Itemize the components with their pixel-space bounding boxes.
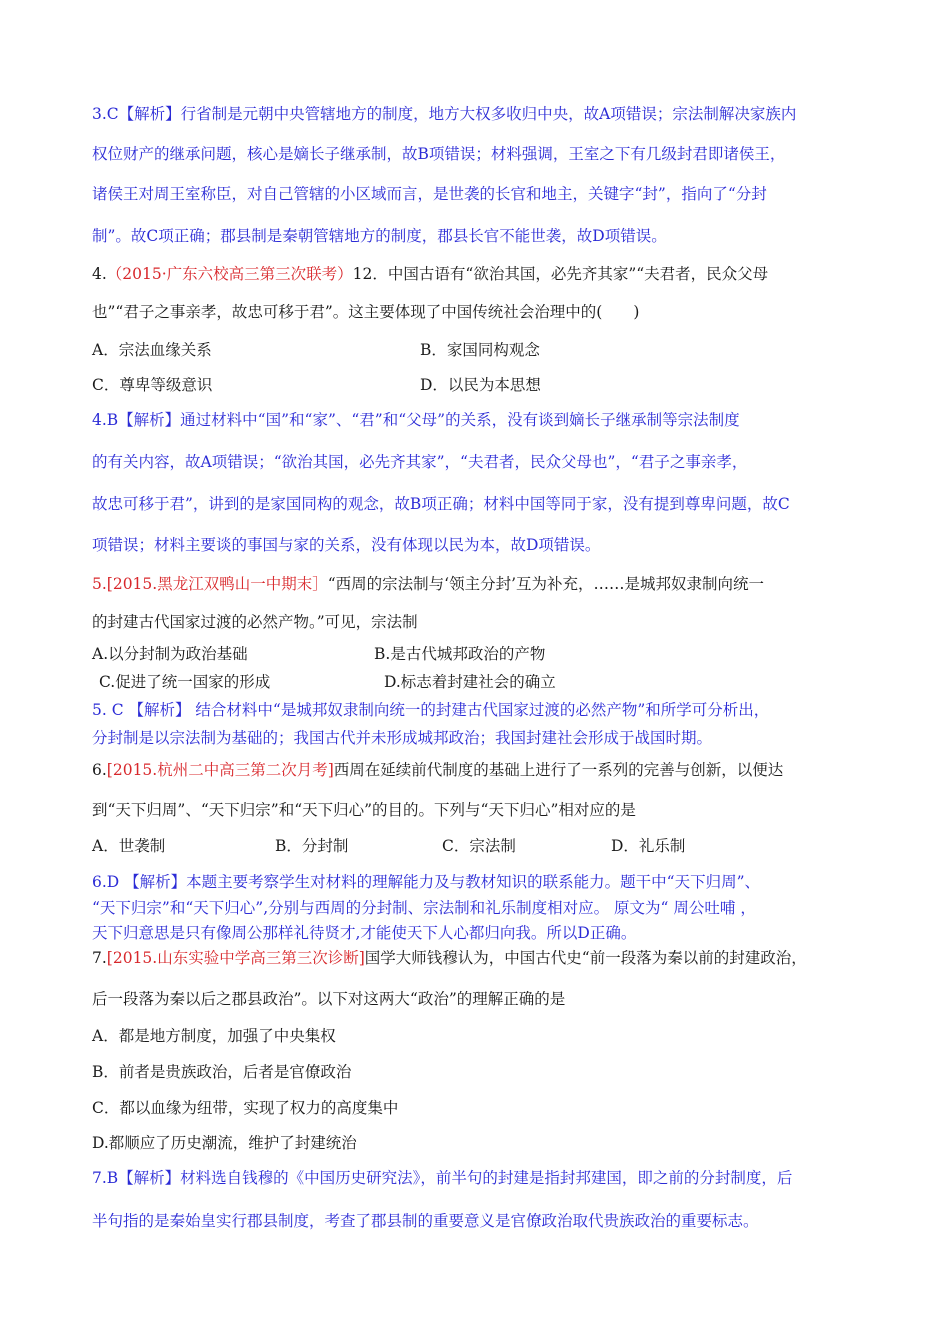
q4-source: （2015·广东六校高三第三次联考） xyxy=(106,265,353,283)
q6-option-d: D．礼乐制 xyxy=(611,837,686,855)
q4-option-a: A．宗法血缘关系 xyxy=(92,341,212,359)
q5-source: 5.[2015.黑龙江双鸭山一中期末］ xyxy=(92,575,328,593)
q6-option-b: B．分封制 xyxy=(275,837,349,855)
q7-stem-line-1 xyxy=(92,948,807,968)
q6-source: [2015.杭州二中高三第二次月考] xyxy=(106,761,334,779)
q6-answer-line-3: 天下归意思是只有像周公那样礼待贤才,才能使天下人心都归向我。所以D正确。 xyxy=(92,924,637,942)
q7-stem-line-2: 后一段落为秦以后之郡县政治”。以下对这两大“政治”的理解正确的是 xyxy=(92,990,566,1008)
q5-answer-line-2: 分封制是以宗法制为基础的；我国古代并未形成城邦政治；我国封建社会形成于战国时期。 xyxy=(92,729,713,747)
q3-answer-line-1: 3.C【解析】行省制是元朝中央管辖地方的制度，地方大权多收归中央，故A项错误；宗法制解决家族内 xyxy=(92,105,797,123)
q3-answer-line-4: 制”。故C项正确；郡县制是秦朝管辖地方的制度，郡县长官不能世袭，故D项错误。 xyxy=(92,227,667,245)
q4-answer-line-3: 故忠可移于君”，讲到的是家国同构的观念，故B项正确；材料中国等同于家，没有提到尊卑问题，故C xyxy=(92,495,790,513)
q5-option-c: C.促进了统一国家的形成 xyxy=(99,673,271,691)
q5-option-d: D.标志着封建社会的确立 xyxy=(384,673,556,691)
q4-number: 4. xyxy=(92,265,107,283)
q7-answer-line-2: 半句指的是秦始皇实行郡县制度，考查了郡县制的重要意义是官僚政治取代贵族政治的重要标志。 xyxy=(92,1212,759,1230)
q6-stem-line-2: 到“天下归周”、“天下归宗”和“天下归心”的目的。下列与“天下归心”相对应的是 xyxy=(92,801,636,819)
q4-option-d: D．以民为本思想 xyxy=(420,376,541,394)
q5-answer-line-1: 5. C 【解析】 结合材料中“是城邦奴隶制向统一的封建古代国家过渡的必然产物”和所学可分析出， xyxy=(92,701,770,719)
q7-option-d: D.都顺应了历史潮流，维护了封建统治 xyxy=(92,1134,357,1152)
q4-answer-line-2: 的有关内容，故A项错误；“欲治其国，必先齐其家”，“夫君者，民众父母也”，“君子之事亲孝， xyxy=(92,453,748,471)
q4-answer-line-4: 项错误；材料主要谈的事国与家的关系，没有体现以民为本，故D项错误。 xyxy=(92,536,601,554)
q6-option-c: C．宗法制 xyxy=(442,837,516,855)
q6-answer-line-2: “天下归宗”和“天下归心”,分别与西周的分封制、宗法制和礼乐制度相对应。 原文为“ 周公吐哺 ， xyxy=(92,899,756,917)
q6-stem-text-1: 西周在延续前代制度的基础上进行了一系列的完善与创新，以便达 xyxy=(333,761,784,779)
q7-answer-line-1: 7.B【解析】材料选自钱穆的《中国历史研究法》，前半句的封建是指封邦建国，即之前的分封制度，后 xyxy=(92,1169,793,1187)
q7-option-c: C．都以血缘为纽带，实现了权力的高度集中 xyxy=(92,1099,399,1117)
q6-number: 6. xyxy=(92,761,107,779)
q5-option-b: B.是古代城邦政治的产物 xyxy=(374,645,546,663)
q6-answer-line-1: 6.D 【解析】本题主要考察学生对材料的理解能力及与教材知识的联系能力。题干中“天下归周”、 xyxy=(92,873,760,891)
q6-option-a: A．世袭制 xyxy=(92,837,166,855)
q5-stem-line-2: 的封建古代国家过渡的必然产物。”可见，宗法制 xyxy=(92,613,418,631)
q6-stem-line-1 xyxy=(92,760,783,780)
q7-number: 7. xyxy=(92,949,107,967)
q5-stem-text-1: “西周的宗法制与‘领主分封’互为补充，……是城邦奴隶制向统一 xyxy=(327,575,764,593)
q5-option-a: A.以分封制为政治基础 xyxy=(92,645,248,663)
q7-stem-text-1: 国学大师钱穆认为，中国古代史“前一段落为秦以前的封建政治， xyxy=(364,949,807,967)
q4-stem-line-2: 也”“君子之事亲孝，故忠可移于君”。这主要体现了中国传统社会治理中的( ) xyxy=(92,303,640,321)
q4-stem-line-1 xyxy=(92,264,768,284)
q4-answer-line-1: 4.B【解析】通过材料中“国”和“家”、“君”和“父母”的关系，没有谈到嫡长子继承制等宗法制度 xyxy=(92,411,740,429)
q5-stem-line-1 xyxy=(92,574,764,594)
q4-option-c: C．尊卑等级意识 xyxy=(92,376,213,394)
q7-option-a: A．都是地方制度，加强了中央集权 xyxy=(92,1027,336,1045)
q3-answer-line-3: 诸侯王对周王室称臣，对自己管辖的小区域而言，是世袭的长官和地主，关键字“封”，指向了“分封 xyxy=(92,185,767,203)
q4-stem-text-1: 12．中国古语有“欲治其国，必先齐其家”“夫君者，民众父母 xyxy=(352,265,769,283)
q7-option-b: B．前者是贵族政治，后者是官僚政治 xyxy=(92,1063,352,1081)
q4-option-b: B．家国同构观念 xyxy=(420,341,540,359)
q7-source: [2015.山东实验中学高三第三次诊断] xyxy=(106,949,365,967)
q3-answer-line-2: 权位财产的继承问题，核心是嫡长子继承制，故B项错误；材料强调，王室之下有几级封君即诸侯王， xyxy=(92,145,786,163)
